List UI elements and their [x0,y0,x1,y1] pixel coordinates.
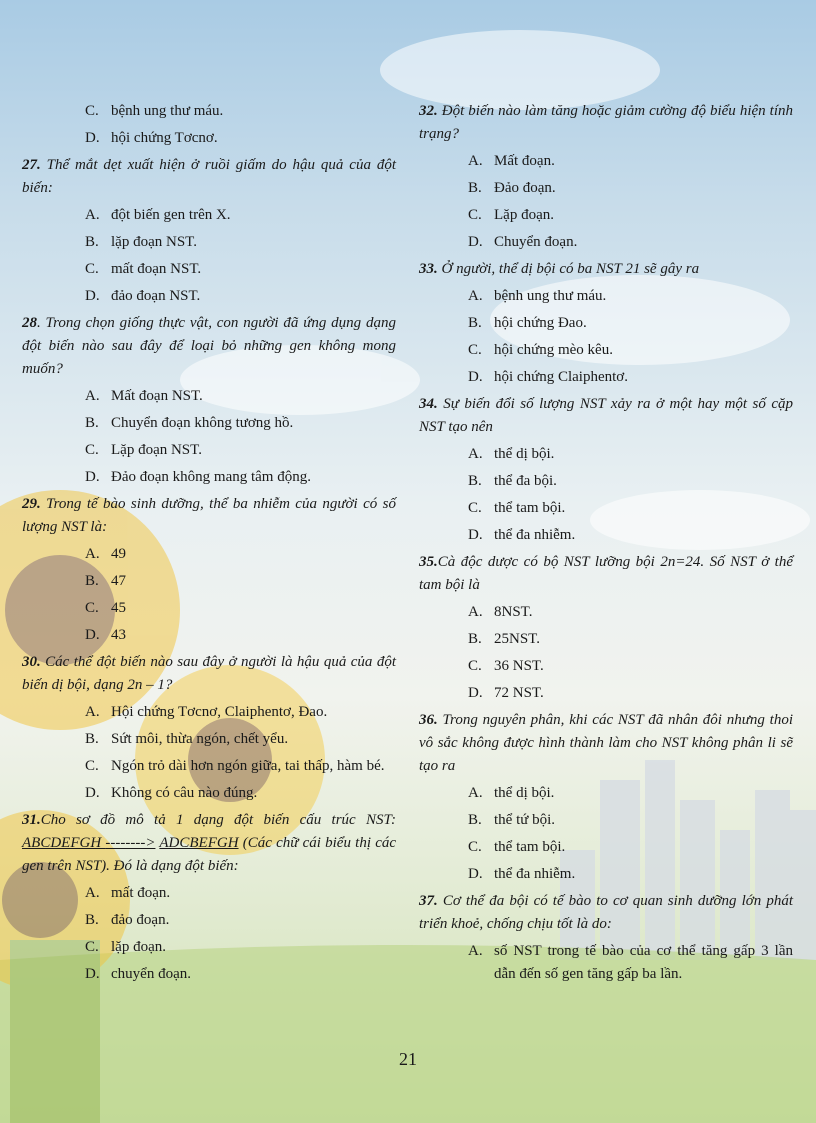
option-text: hội chứng mèo kêu. [494,342,613,358]
option-label: A. [85,546,100,562]
question-text: Thể mắt dẹt xuất hiện ở ruồi giấm do hậu quả của đột biến: [22,157,396,196]
option-label: B. [468,812,482,828]
option-label: A. [85,207,100,223]
option-label: D. [85,785,100,801]
option-label: B. [468,180,482,196]
option-label: D. [85,288,100,304]
question-35 [419,551,793,597]
option-a [85,543,396,566]
question-number: 35. [419,554,438,570]
option-text: 72 NST. [494,685,544,701]
question-text: Các thể đột biến nào sau đây ở người là hậu quả của đột biến dị bội, dạng 2n – 1? [22,654,396,693]
option-text: Không có câu nào đúng. [111,785,258,801]
option-a [85,882,396,905]
option-text: chuyển đoạn. [111,966,191,982]
page-number: 21 [399,1049,417,1069]
question-36 [419,709,793,778]
option-label: C. [85,758,99,774]
option-label: D. [468,866,483,882]
option-text: 45 [111,600,126,616]
question-text: Sự biến đổi số lượng NST xảy ra ở một hay một số cặp NST tạo nên [419,396,793,435]
question-text: Trong tế bào sinh dưỡng, thể ba nhiễm của người có số lượng NST là: [22,496,396,535]
option-label: B. [85,912,99,928]
option-text: 36 NST. [494,658,544,674]
option-text: hội chứng Claiphentơ. [494,369,628,385]
option-d [85,127,396,150]
option-label: A. [468,446,483,462]
question-31 [22,809,396,878]
question-37 [419,890,793,936]
option-d [85,466,396,489]
option-text: Hội chứng Tơcnơ, Claiphentơ, Đao. [111,704,328,720]
option-text: hội chứng Tơcnơ. [111,130,218,146]
option-text: Chuyển đoạn không tương hồ. [111,415,294,431]
option-text: thể dị bội. [494,446,555,462]
question-34 [419,393,793,439]
option-c [85,597,396,620]
question-text: Trong nguyên phân, khi các NST đã nhân đôi nhưng thoi vô sắc không được hình thành làm cho NST không phân li sẽ tạo ra [419,712,793,774]
option-text: 47 [111,573,126,589]
option-text: Sứt môi, thừa ngón, chết yểu. [111,731,289,747]
option-b [85,231,396,254]
option-text: lặp đoạn NST. [111,234,197,250]
option-a [468,150,793,173]
option-a [85,204,396,227]
option-label: D. [85,130,100,146]
option-text: thể dị bội. [494,785,555,801]
option-label: A. [468,153,483,169]
option-text: số NST trong tế bào của cơ thể tăng gấp 3 lần dẫn đến số gen tăng gấp ba lần. [494,943,793,982]
option-d [85,963,396,986]
option-text: mất đoạn. [111,885,171,901]
left-column [22,100,396,990]
option-label: B. [85,234,99,250]
question-number: 32. [419,103,438,119]
question-number: 28 [22,315,37,331]
option-a [85,701,396,724]
option-label: B. [85,415,99,431]
question-text: Ở người, thể dị bội có ba NST 21 sẽ gây ra [437,261,700,277]
option-text: mất đoạn NST. [111,261,202,277]
option-label: A. [468,943,483,959]
option-c [468,204,793,227]
option-label: C. [468,207,482,223]
question-number: 33. [419,261,438,277]
option-d [468,524,793,547]
option-b [468,470,793,493]
option-label: A. [85,704,100,720]
question-number: 36. [419,712,438,728]
question-number: 31. [22,812,41,828]
option-c [468,497,793,520]
question-27 [22,154,396,200]
option-d [85,782,396,805]
mutation-arrow: --------> [105,835,156,851]
gene-sequence-mutated: ADCBEFGH [159,835,239,851]
option-label: D. [85,966,100,982]
option-label: D. [468,369,483,385]
option-label: D. [468,685,483,701]
question-text: Cho sơ đồ mô tả 1 dạng đột biến cấu trúc NST: [40,812,396,828]
question-number: 30. [22,654,41,670]
question-text: (Các chữ cái biểu thị các gen trên NST). Đó là dạng đột biến: [22,835,397,874]
option-a [468,940,793,986]
option-a [468,782,793,805]
option-b [468,809,793,832]
option-text: 25NST. [494,631,540,647]
option-label: A. [85,388,100,404]
option-label: B. [468,315,482,331]
option-b [85,728,396,751]
option-a [85,385,396,408]
option-label: A. [468,604,483,620]
option-c [85,258,396,281]
option-d [468,231,793,254]
question-number: 29. [22,496,41,512]
option-label: C. [85,103,99,119]
option-b [468,628,793,651]
option-c [85,100,396,123]
option-text: Ngón trỏ dài hơn ngón giữa, tai thấp, hàm bé. [111,758,385,774]
question-28 [22,312,396,381]
option-text: lặp đoạn. [111,939,166,955]
option-label: D. [468,527,483,543]
option-text: hội chứng Đao. [494,315,587,331]
option-c [85,936,396,959]
option-label: C. [85,261,99,277]
option-d [85,624,396,647]
option-text: 8NST. [494,604,533,620]
option-c [468,655,793,678]
option-label: A. [468,288,483,304]
option-a [468,601,793,624]
option-text: Mất đoạn. [494,153,555,169]
option-text: thể tứ bội. [494,812,556,828]
option-b [85,412,396,435]
option-label: B. [468,631,482,647]
option-text: thể đa nhiễm. [494,866,576,882]
option-label: C. [85,600,99,616]
option-c [85,755,396,778]
option-text: thể tam bội. [494,500,566,516]
option-b [85,909,396,932]
option-label: B. [468,473,482,489]
option-text: Lặp đoạn NST. [111,442,202,458]
question-29 [22,493,396,539]
option-label: C. [85,939,99,955]
option-label: D. [85,469,100,485]
option-label: B. [85,731,99,747]
option-text: đảo đoạn NST. [111,288,201,304]
gene-sequence-original: ABCDEFGH [22,835,106,851]
question-number: 37. [419,893,438,909]
question-text: Cơ thể đa bội có tế bào to cơ quan sinh dưỡng lớn phát triển khoẻ, chống chịu tốt là do: [419,893,793,932]
option-text: đảo đoạn. [111,912,170,928]
option-d [468,366,793,389]
option-d [468,682,793,705]
option-c [468,339,793,362]
option-text: 43 [111,627,126,643]
right-column [419,100,793,990]
question-number: 27. [22,157,41,173]
option-label: C. [468,500,482,516]
question-32 [419,100,793,146]
question-text: Đột biến nào làm tăng hoặc giảm cường độ biểu hiện tính trạng? [419,103,793,142]
option-text: Lặp đoạn. [494,207,554,223]
question-number: 34. [419,396,438,412]
question-33 [419,258,793,281]
option-text: Đảo đoạn. [494,180,556,196]
option-c [468,836,793,859]
option-label: D. [85,627,100,643]
option-text: thể đa nhiễm. [494,527,576,543]
option-text: 49 [111,546,126,562]
option-label: A. [468,785,483,801]
option-label: C. [468,658,482,674]
option-label: C. [468,342,482,358]
option-d [85,285,396,308]
question-text: Cà độc dược có bộ NST lưỡng bội 2n=24. Số NST ở thể tam bội là [419,554,793,593]
option-a [468,285,793,308]
option-b [85,570,396,593]
option-text: bệnh ung thư máu. [494,288,607,304]
option-text: đột biến gen trên X. [111,207,231,223]
option-a [468,443,793,466]
option-label: D. [468,234,483,250]
question-30 [22,651,396,697]
option-b [468,177,793,200]
option-text: Mất đoạn NST. [111,388,203,404]
option-label: A. [85,885,100,901]
option-text: thể đa bội. [494,473,557,489]
option-c [85,439,396,462]
option-b [468,312,793,335]
option-text: thể tam bội. [494,839,566,855]
option-label: C. [85,442,99,458]
option-text: Chuyển đoạn. [494,234,578,250]
option-text: bệnh ung thư máu. [111,103,224,119]
option-text: Đảo đoạn không mang tâm động. [111,469,311,485]
option-label: C. [468,839,482,855]
option-label: B. [85,573,99,589]
option-d [468,863,793,886]
question-text: . Trong chọn giống thực vật, con người đã ứng dụng dạng đột biến nào sau đây để loại bỏ những gen không mong muốn? [22,315,396,377]
